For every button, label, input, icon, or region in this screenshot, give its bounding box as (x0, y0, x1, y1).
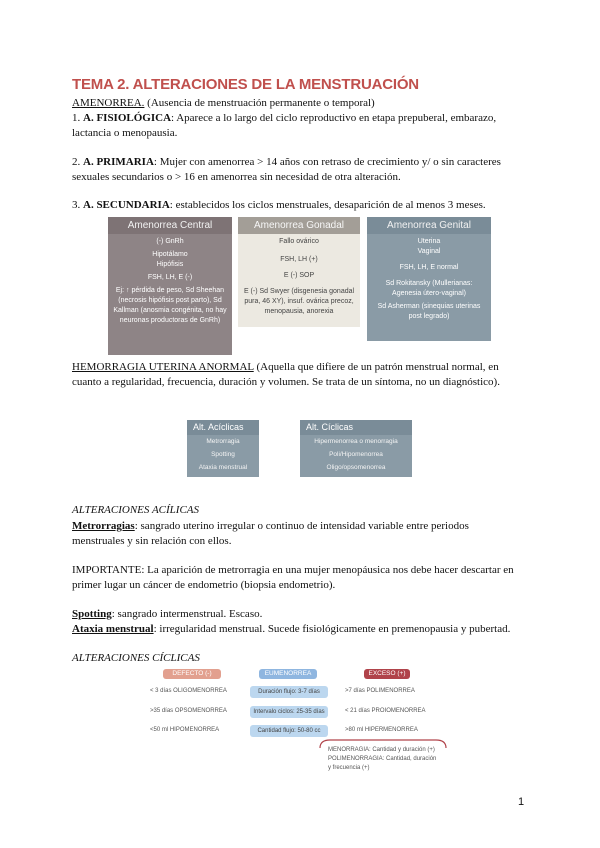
defecto-item: < 3 días OLIGOMENORREA (150, 688, 227, 694)
box-header: Alt. Cíclicas (300, 420, 412, 435)
importante-text: IMPORTANTE: La aparición de metrorragia en una mujer menopáusica nos debe hacer descartar en (72, 564, 514, 576)
box-header: Amenorrea Central (108, 217, 232, 234)
eumenorrea-item: Intervalo ciclos: 25-35 días (250, 706, 328, 718)
metrorragias-text-cont: menstruales y sin relación con ellos. (72, 535, 232, 547)
box-row: Hipermenorrea o menorragia (314, 438, 398, 445)
eumenorrea-item: Cantidad flujo: 50-80 cc (250, 725, 328, 737)
spotting-text: : sangrado intermenstrual. Escaso. (111, 608, 263, 620)
box-line: E (-) Sd Swyer (disgenesia gonadal pura, 46 XY), insuf. ovárica precoz, menopausia, anorexia (243, 288, 355, 315)
aciclicas-heading: ALTERACIONES ACÍLICAS (72, 504, 199, 516)
item-text: : Aparece a lo largo del ciclo reproductivo en etapa prepuberal, embarazo, (171, 112, 497, 124)
item-number: 3. (72, 199, 81, 211)
ataxia-text: : irregularidad menstrual. Sucede fisiológicamente en premenopausia y pubertad. (153, 623, 511, 635)
ataxia-line (72, 622, 542, 637)
box-line: (-) GnRh (156, 238, 184, 245)
defecto-item: <50 ml HIPOMENORREA (150, 727, 220, 733)
box-row: Ataxia menstrual (198, 464, 248, 471)
exceso-item: >7 días POLIMENORREA (345, 688, 415, 694)
box-line: FSH, LH (+) (280, 256, 318, 263)
box-line: FSH, LH, E (-) (147, 274, 193, 281)
box-row: Poli/Hipomenorrea (329, 451, 383, 458)
box-line: Fallo ovárico (279, 238, 319, 245)
box-line: Vaginal (417, 248, 441, 255)
item-text: : establecidos los ciclos menstruales, desaparición de al menos 3 meses. (169, 199, 486, 211)
ataxia-label: Ataxia menstrual (72, 623, 154, 635)
amenorrea-note: (Ausencia de menstruación permanente o temporal) (147, 97, 375, 109)
box-line: Hipófisis (156, 261, 184, 268)
hemorragia-heading: HEMORRAGIA UTERINA ANORMAL (72, 361, 254, 373)
box-line: Ej: ↑ pérdida de peso, Sd Sheehan (necrosis hipófisis post parto), Sd Kallman (anosmia congénita, no hay neuronas productoras de GnRh) (113, 287, 227, 324)
hemorragia-text-cont: cuanto a regularidad, frecuencia, duración y volumen. Se trata de un síntoma, no un diagnóstico). (72, 376, 500, 388)
ciclicas-heading: ALTERACIONES CÍCLICAS (72, 652, 200, 664)
item-number: 2. (72, 156, 81, 168)
amenorrea-item-3 (72, 198, 542, 213)
page-title: TEMA 2. ALTERACIONES DE LA MENSTRUACIÓN (72, 76, 419, 93)
defecto-item: >35 días OPSOMENORREA (150, 708, 227, 714)
box-header: Amenorrea Gonadal (238, 217, 360, 234)
item-text-cont: sexuales secundarios o > 16 en amenorrea sin necesidad de otra alteración. (72, 171, 401, 183)
exceso-item: >80 ml HIPERMENORREA (345, 727, 418, 733)
box-line: Sd Asherman (sinequias uterinas post legrado) (377, 303, 481, 320)
item-text-cont: lactancia o menopausia. (72, 127, 178, 139)
box-line: Uterina (417, 238, 441, 245)
item-label: A. PRIMARIA (83, 156, 154, 168)
importante-paragraph (72, 563, 542, 593)
metrorragias-text: : sangrado uterino irregular o continuo de intensidad variable entre periodos (134, 520, 469, 532)
amenorrea-heading-line (72, 96, 532, 111)
importante-text-cont: primer lugar un cáncer de endometrio (biopsia endometrio). (72, 579, 336, 591)
box-amenorrea-gonadal (238, 217, 360, 327)
amenorrea-item-1 (72, 111, 542, 141)
hemorragia-paragraph (72, 360, 542, 390)
box-header: Amenorrea Genital (367, 217, 491, 234)
box-alt-aciclicas (187, 420, 259, 477)
box-line: Sd Rokitansky (Mullerianas: Agenesia útero-vaginal) (385, 280, 473, 297)
amenorrea-heading: AMENORREA. (72, 97, 145, 109)
box-row: Spotting (211, 451, 235, 458)
item-label: A. SECUNDARIA (83, 199, 170, 211)
defecto-pill: DEFECTO (-) (163, 669, 221, 679)
box-amenorrea-genital (367, 217, 491, 341)
hemorragia-text: (Aquella que difiere de un patrón menstrual normal, en (256, 361, 499, 373)
spotting-label: Spotting (72, 608, 112, 620)
item-number: 1. (72, 112, 81, 124)
exceso-item: < 21 días PROIOMENORREA (345, 708, 426, 714)
note-menorragia: MENORRAGIA: Cantidad y duración (+) (328, 747, 435, 753)
amenorrea-item-2 (72, 155, 542, 185)
item-label: A. FISIOLÓGICA (83, 112, 172, 124)
exceso-pill: EXCESO (+) (364, 669, 410, 679)
eumenorrea-pill: EUMENORREA (259, 669, 317, 679)
box-line: Hipotálamo (152, 251, 188, 258)
note-polimenorragia-cont: y frecuencia (+) (328, 765, 370, 771)
spotting-line (72, 607, 542, 622)
eumenorrea-item: Duración flujo: 3-7 días (250, 686, 328, 698)
metrorragias-label: Metrorragias (72, 520, 135, 532)
box-row: Metrorragia (206, 438, 240, 445)
box-row: Oligo/opsomenorrea (326, 464, 386, 471)
metrorragias-paragraph (72, 519, 542, 549)
box-line: E (-) SOP (283, 272, 315, 279)
box-line: FSH, LH, E normal (399, 264, 459, 271)
note-polimenorragia: POLIMENORRAGIA: Cantidad, duración (328, 756, 437, 762)
item-text: : Mujer con amenorrea > 14 años con retraso de crecimiento y/ o sin caracteres (153, 156, 501, 168)
box-amenorrea-central (108, 217, 232, 355)
box-alt-ciclicas (300, 420, 412, 477)
page-number: 1 (518, 796, 525, 808)
box-header: Alt. Acíclicas (187, 420, 259, 435)
